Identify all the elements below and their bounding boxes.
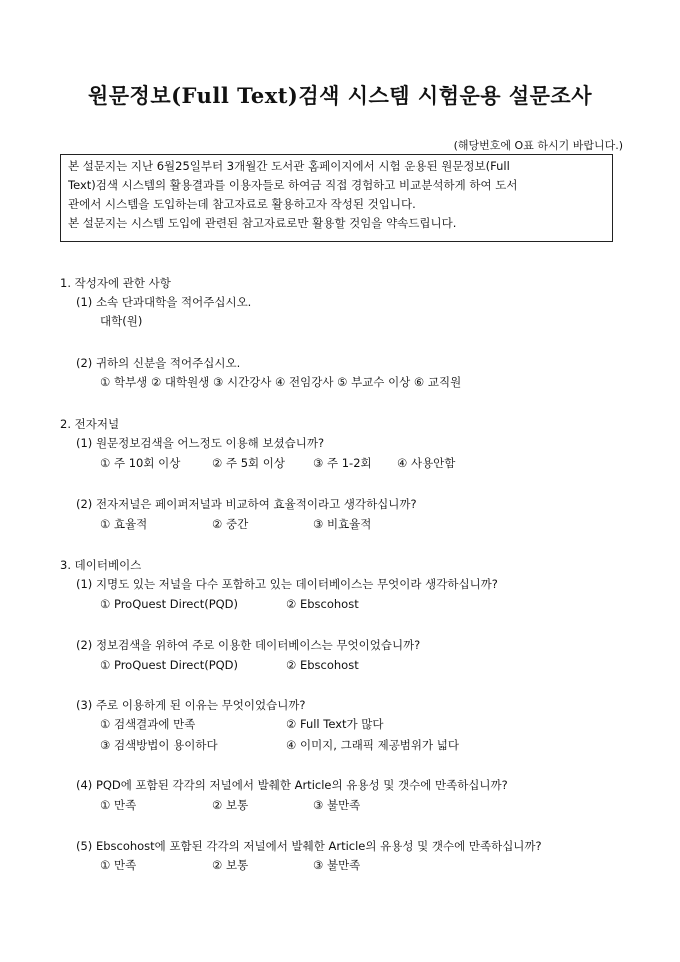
question-2-1: (1) 원문정보검색을 어느정도 이용해 보셨습니까? (76, 436, 325, 450)
option-2-2-c[interactable]: ③ 비효율적 (313, 517, 372, 531)
option-2-1-b[interactable]: ② 주 5회 이상 (212, 456, 286, 470)
instruction-note: (해당번호에 O표 하시기 바랍니다.) (453, 139, 623, 152)
question-3-2: (2) 정보검색을 위하여 주로 이용한 데이터베이스는 무엇이었습니까? (76, 638, 421, 652)
option-3-3-d[interactable]: ④ 이미지, 그래픽 제공범위가 넓다 (286, 738, 460, 752)
question-3-4: (4) PQD에 포함된 각각의 저널에서 발췌한 Article의 유용성 및 갯수에 만족하십니까? (76, 778, 508, 792)
option-3-1-a[interactable]: ① ProQuest Direct(PQD) (100, 597, 239, 611)
option-2-2-b[interactable]: ② 중간 (212, 517, 249, 531)
question-3-5: (5) Ebscohost에 포함된 각각의 저널에서 발췌한 Article의 유용성 및 갯수에 만족하십니까? (76, 839, 542, 853)
intro-line: 본 설문지는 지난 6월25일부터 3개월간 도서관 홈페이지에서 시험 운용된 원문정보(Full (68, 159, 510, 173)
option-3-5-b[interactable]: ② 보통 (212, 858, 249, 872)
option-2-1-d[interactable]: ④ 사용안함 (397, 456, 456, 470)
option-3-5-a[interactable]: ① 만족 (100, 858, 137, 872)
option-3-5-c[interactable]: ③ 불만족 (313, 858, 361, 872)
answer-field-college[interactable]: 대학(원) (100, 314, 143, 328)
section-2-heading: 2. 전자저널 (60, 417, 120, 431)
option-3-3-b[interactable]: ② Full Text가 많다 (286, 717, 384, 731)
intro-line: 본 설문지는 시스템 도입에 관련된 참고자료로만 활용할 것임을 약속드립니다. (68, 216, 457, 230)
question-1-1: (1) 소속 단과대학을 적어주십시오. (76, 295, 252, 309)
question-2-2: (2) 전자저널은 페이퍼저널과 비교하여 효율적이라고 생각하십니까? (76, 497, 417, 511)
option-3-4-c[interactable]: ③ 불만족 (313, 798, 361, 812)
question-3-1: (1) 지명도 있는 저널을 다수 포함하고 있는 데이터베이스는 무엇이라 생각하십니까? (76, 577, 498, 591)
option-3-4-b[interactable]: ② 보통 (212, 798, 249, 812)
intro-box (60, 154, 613, 242)
option-2-2-a[interactable]: ① 효율적 (100, 517, 148, 531)
option-2-1-a[interactable]: ① 주 10회 이상 (100, 456, 181, 470)
option-3-4-a[interactable]: ① 만족 (100, 798, 137, 812)
option-3-3-a[interactable]: ① 검색결과에 만족 (100, 717, 196, 731)
options-1-2[interactable]: ① 학부생 ② 대학원생 ③ 시간강사 ④ 전임강사 ⑤ 부교수 이상 ⑥ 교직원 (100, 375, 462, 389)
intro-line: Text)검색 시스템의 활용결과를 이용자들로 하여금 직접 경험하고 비교분석하게 하여 도서 (68, 178, 518, 192)
option-3-1-b[interactable]: ② Ebscohost (286, 597, 359, 611)
section-3-heading: 3. 데이터베이스 (60, 558, 142, 572)
option-2-1-c[interactable]: ③ 주 1-2회 (313, 456, 372, 470)
intro-line: 관에서 시스템을 도입하는데 참고자료로 활용하고자 작성된 것입니다. (68, 197, 416, 211)
option-3-3-c[interactable]: ③ 검색방법이 용이하다 (100, 738, 218, 752)
question-3-3: (3) 주로 이용하게 된 이유는 무엇이었습니까? (76, 698, 306, 712)
option-3-2-a[interactable]: ① ProQuest Direct(PQD) (100, 658, 239, 672)
option-3-2-b[interactable]: ② Ebscohost (286, 658, 359, 672)
section-1-heading: 1. 작성자에 관한 사항 (60, 276, 171, 290)
survey-title: 원문정보(Full Text)검색 시스템 시험운용 설문조사 (87, 83, 593, 108)
question-1-2: (2) 귀하의 신분을 적어주십시오. (76, 356, 241, 370)
